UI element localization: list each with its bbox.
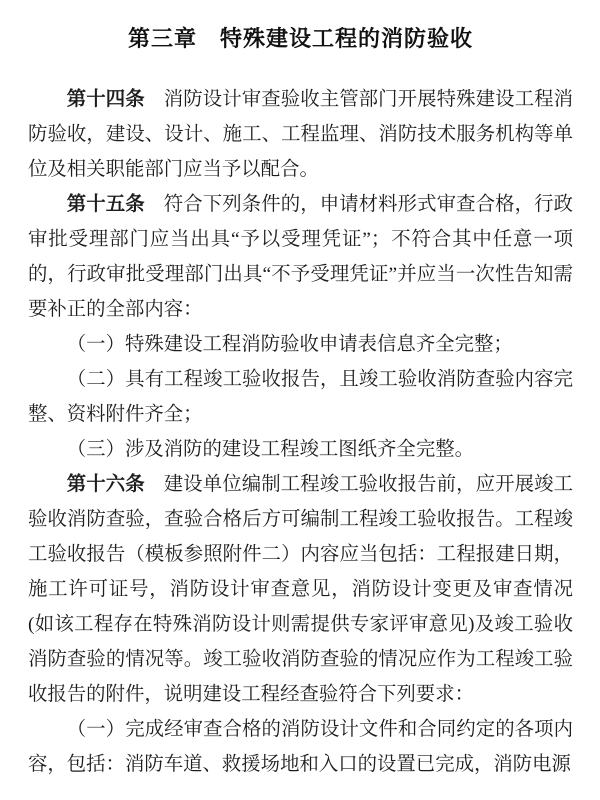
article-15-label: 第十五条 (66, 194, 145, 215)
chapter-title: 第三章 特殊建设工程的消防验收 (127, 26, 473, 51)
article-14-label: 第十四条 (66, 89, 145, 110)
article-15-item-2-text: （二）具有工程竣工验收报告，且竣工验收消防查验内容完整、资料附件齐全； (28, 369, 573, 425)
article-16-item-1-text: （一）完成经审查合格的消防设计文件和合同约定的各项内容，包括：消防车道、救援场地和入口的设置已完成，消防电源 (28, 719, 573, 775)
article-15-item-1 (28, 327, 573, 362)
article-15-item-3 (28, 432, 573, 467)
article-14-paragraph (28, 82, 573, 187)
article-14-text: 消防设计审查验收主管部门开展特殊建设工程消防验收，建设、设计、施工、工程监理、消防技术服务机构等单位及相关职能部门应当予以配合。 (28, 89, 573, 180)
article-15-item-1-text: （一）特殊建设工程消防验收申请表信息齐全完整； (66, 334, 513, 355)
article-15-paragraph (28, 187, 573, 327)
document-body (28, 82, 573, 782)
article-16-paragraph (28, 467, 573, 712)
article-16-item-1 (28, 712, 573, 782)
article-16-text: 建设单位编制工程竣工验收报告前，应开展竣工验收消防查验，查验合格后方可编制工程竣工验收报告。工程竣工验收报告（模板参照附件二）内容应当包括：工程报建日期，施工许可证号，消防设计审查意见，消防设计变更及审查情况(如该工程存在特殊消防设计则需提供专家评审意见)及竣工验收消防查验的情况等。竣工验收消防查验的情况应作为工程竣工验收报告的附件，说明建设工程经查验符合下列要求： (28, 474, 573, 705)
article-15-item-3-text: （三）涉及消防的建设工程竣工图纸齐全完整。 (66, 439, 474, 460)
article-15-item-2 (28, 362, 573, 432)
article-16-label: 第十六条 (66, 474, 145, 495)
article-15-text: 符合下列条件的，申请材料形式审查合格，行政审批受理部门应当出具“予以受理凭证”；不符合其中任意一项的，行政审批受理部门出具“不予受理凭证”并应当一次性告知需要补正的全部内容： (28, 194, 573, 320)
